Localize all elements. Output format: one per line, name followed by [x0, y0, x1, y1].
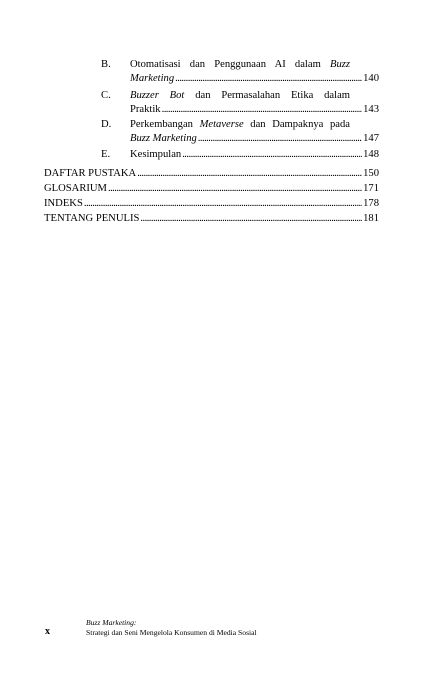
- toc-chapter-label: DAFTAR PUSTAKA: [44, 168, 137, 179]
- dot-leader: [84, 197, 362, 211]
- toc-entry-c-italic: Buzzer Bot: [130, 90, 185, 101]
- toc-letter-b: B.: [101, 59, 111, 70]
- dot-leader: [137, 167, 362, 181]
- dot-leader: [198, 132, 362, 146]
- toc-page-number: 178: [363, 198, 379, 209]
- toc-page-number: 143: [363, 104, 379, 115]
- toc-entry-b-line2[interactable]: [130, 72, 379, 86]
- toc-entry-c-text: dan Permasalahan Etika dalam: [195, 90, 351, 101]
- dot-leader: [108, 182, 362, 196]
- toc-chapter-indeks[interactable]: [44, 197, 379, 211]
- dot-leader: [182, 148, 362, 162]
- toc-entry-d-text: Perkembangan: [130, 119, 193, 130]
- toc-letter-c: C.: [101, 90, 111, 101]
- page-number: x: [45, 626, 50, 637]
- toc-entry-e[interactable]: [130, 148, 379, 162]
- toc-entry-d-line2[interactable]: [130, 132, 379, 146]
- toc-page-number: 147: [363, 133, 379, 144]
- footer-book-subtitle: Strategi dan Seni Mengelola Konsumen di Media Sosial: [86, 628, 257, 637]
- toc-page-number: 150: [363, 168, 379, 179]
- toc-chapter-label: INDEKS: [44, 198, 83, 209]
- toc-entry-b-italic: Buzz: [329, 59, 350, 70]
- toc-entry-d-line1[interactable]: [130, 118, 350, 132]
- toc-letter-d: D.: [101, 119, 112, 130]
- toc-entry-b-text: Otomatisasi dan Penggunaan AI dalam: [130, 59, 321, 70]
- toc-page-number: 148: [363, 149, 379, 160]
- toc-entry-c-text2: Praktik: [130, 104, 161, 115]
- toc-chapter-daftar-pustaka[interactable]: [44, 167, 379, 181]
- toc-chapter-label: GLOSARIUM: [44, 183, 107, 194]
- toc-entry-b-line1[interactable]: [130, 58, 350, 72]
- toc-page-number: 181: [363, 213, 379, 224]
- toc-chapter-tentang-penulis[interactable]: [44, 212, 379, 226]
- footer-book-title: Buzz Marketing:: [86, 618, 137, 627]
- toc-letter-e: E.: [101, 149, 111, 160]
- toc-page-number: 140: [363, 73, 379, 84]
- toc-entry-c-line1[interactable]: [130, 89, 350, 103]
- toc-entry-d-italic: Metaverse: [199, 119, 244, 130]
- toc-entry-d-italic2: Buzz Marketing: [130, 133, 197, 144]
- dot-leader: [140, 212, 362, 226]
- toc-entry-c-line2[interactable]: [130, 103, 379, 117]
- toc-chapter-label: TENTANG PENULIS: [44, 213, 140, 224]
- toc-chapter-glosarium[interactable]: [44, 182, 379, 196]
- toc-page-number: 171: [363, 183, 379, 194]
- dot-leader: [162, 103, 363, 117]
- toc-entry-e-text: Kesimpulan: [130, 149, 182, 160]
- dot-leader: [175, 72, 362, 86]
- toc-entry-b-italic2: Marketing: [130, 73, 175, 84]
- toc-entry-d-text2: dan Dampaknya pada: [250, 119, 350, 130]
